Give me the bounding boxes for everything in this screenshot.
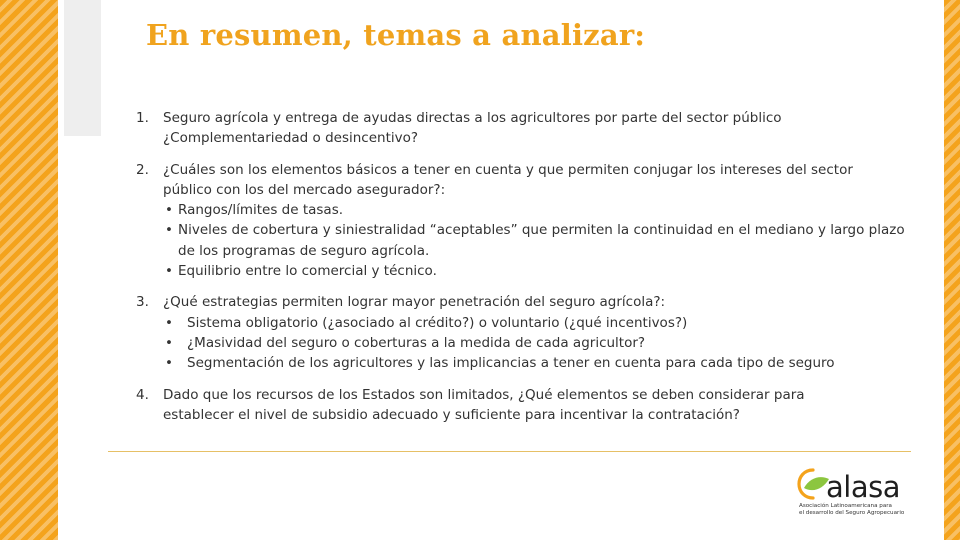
item-number: 1.: [136, 110, 149, 126]
item-number: 4.: [136, 386, 149, 403]
item-line: ¿Qué estrategias permiten lograr mayor penetración del seguro agrícola?:: [163, 294, 666, 311]
logo-subtitle: [799, 503, 915, 516]
leaf-sun-icon: [796, 466, 830, 502]
bullet-text: ¿Masividad del seguro o coberturas a la medida de cada agricultor?: [187, 334, 646, 351]
grey-accent-block: [64, 0, 101, 136]
item-line: ¿Complementariedad o desincentivo?: [163, 130, 419, 147]
bullet-item: [163, 220, 906, 261]
bullet-text: Segmentación de los agricultores y las implicancias a tener en cuenta para cada tipo de seguro: [187, 355, 835, 372]
bullet-icon: •: [165, 355, 173, 372]
logo-subtitle-line: Asociación Latinoamericana para: [799, 503, 892, 509]
bullet-item: [163, 353, 906, 373]
bullet-item: [163, 200, 906, 220]
bullet-icon: •: [165, 314, 173, 331]
left-decorative-stripe: [0, 0, 58, 540]
logo-wordmark: alasa: [826, 470, 900, 504]
bullet-text: Niveles de cobertura y siniestralidad “aceptables” que permiten la continuidad en el mediano y largo plazo de los programas de seguro agrícola.: [178, 222, 905, 259]
bullet-item: [163, 261, 906, 281]
bullet-icon: •: [165, 263, 173, 280]
slide-title: En resumen, temas a analizar:: [146, 18, 646, 52]
item-line: Seguro agrícola y entrega de ayudas directas a los agricultores por parte del sector público: [163, 110, 782, 126]
bullet-text: Sistema obligatorio (¿asociado al crédito?) o voluntario (¿qué incentivos?): [187, 314, 688, 331]
bullet-item: [163, 333, 906, 353]
item-line: establecer el nivel de subsidio adecuado y suficiente para incentivar la contratación?: [163, 406, 740, 423]
item-line: público con los del mercado asegurador?:: [163, 181, 446, 198]
topic-item-2: [136, 160, 906, 282]
bullet-item: [163, 313, 906, 333]
item-line: Dado que los recursos de los Estados son limitados, ¿Qué elementos se deben considerar para: [163, 386, 805, 403]
logo-subtitle-line: el desarrollo del Seguro Agropecuario: [799, 509, 905, 516]
bullet-text: Equilibrio entre lo comercial y técnico.: [178, 263, 437, 280]
item-number: 2.: [136, 161, 149, 178]
bullet-text: Rangos/límites de tasas.: [178, 202, 344, 219]
topic-item-4: [136, 385, 906, 426]
alasa-logo: [796, 466, 916, 522]
bullet-icon: •: [165, 222, 173, 239]
divider-line: [108, 451, 911, 452]
item-line: ¿Cuáles son los elementos básicos a tener en cuenta y que permiten conjugar los intereses del sector: [163, 161, 853, 178]
topics-list: [136, 108, 906, 425]
right-decorative-stripe: [944, 0, 960, 540]
item-number: 3.: [136, 294, 149, 311]
bullet-icon: •: [165, 202, 173, 219]
topic-item-3: [136, 292, 906, 373]
bullet-icon: •: [165, 334, 173, 351]
topic-item-1: [136, 108, 906, 149]
